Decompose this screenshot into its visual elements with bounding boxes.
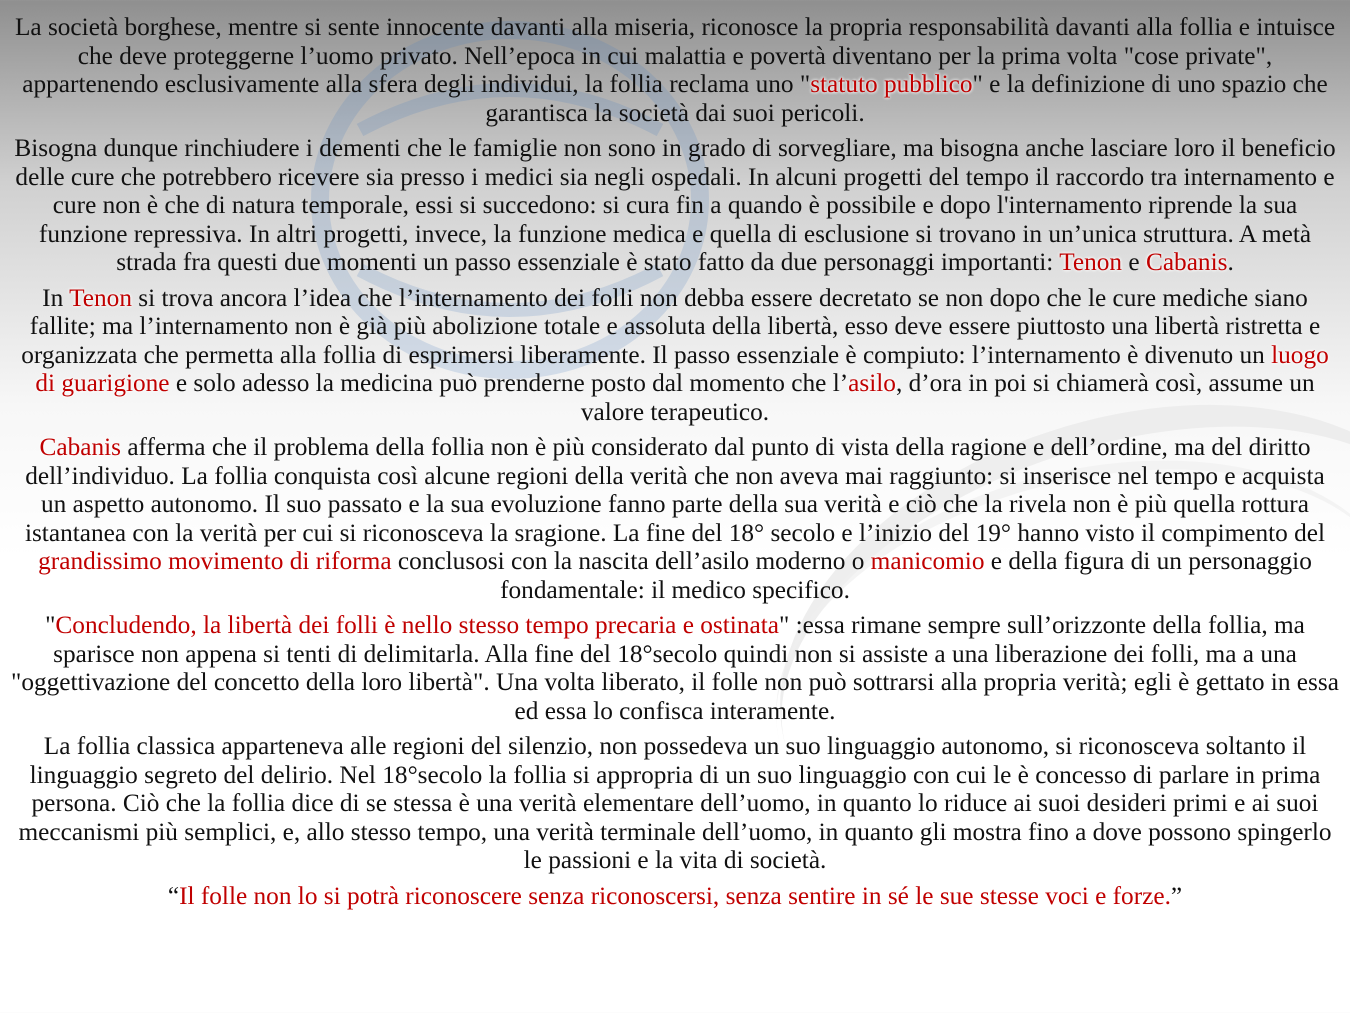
text: “ bbox=[167, 881, 180, 910]
highlight-term: Tenon bbox=[69, 283, 132, 312]
text: . bbox=[1227, 248, 1234, 276]
text: " :essa rimane sempre sull’orizzonte della follia, ma sparisce non appena si tenti di delimitarla. Alla fine del 18°secolo quindi non si assiste a una liberazione dei folli, ma a una "oggettivazione del concetto della loro libertà". Una volta liberato, il folle non può sottrarsi alla propria verità; egli è gettato in essa ed essa lo confisca interamente. bbox=[11, 611, 1339, 725]
text: In bbox=[42, 283, 70, 312]
text: e bbox=[1122, 248, 1146, 276]
text: e della figura di un personaggio fondamentale: il medico specifico. bbox=[500, 547, 1312, 604]
slide-body bbox=[10, 13, 1340, 917]
text: afferma che il problema della follia non è più considerato dal punto di vista della ragione e dell’ordine, ma del diritto dell’individuo. La follia conquista così alcune regioni della verità che non aveva mai raggiunto: si inserisce nel tempo e acquista un aspetto autonomo. Il suo passato e la sua evoluzione fanno parte della sua verità e ciò che la rivela non è più quella rottura istantanea con la verità per cui si riconosceva la sragione. La fine del 18° secolo e l’inizio del 19° hanno visto il compimento del bbox=[24, 433, 1326, 547]
highlight-quote: Concludendo, la libertà dei folli è nello stesso tempo precaria e ostinata bbox=[55, 611, 779, 639]
highlight-term: Cabanis bbox=[39, 433, 121, 461]
highlight-term: luogo di guarigione bbox=[35, 340, 1329, 397]
paragraph-6 bbox=[10, 732, 1340, 875]
highlight-term: Tenon bbox=[1059, 248, 1123, 276]
highlight-quote: Il folle non lo si potrà riconoscere senza riconoscersi, senza sentire in sé le sue stesse voci e forze. bbox=[179, 881, 1171, 910]
paragraph-4 bbox=[10, 433, 1340, 604]
text: Bisogna dunque rinchiudere i dementi che le famiglie non sono in grado di sorvegliare, ma bisogna anche lasciare loro il beneficio delle cure che potrebbero ricevere sia presso i medici sia negli ospedali. In alcuni progetti del tempo il raccordo tra internamento e cure non è che di natura temporale, essi si succedono: si cura fin a quando è possibile e dopo l'internamento riprende la sua funzione repressiva. In altri progetti, invece, la funzione medica e quella di esclusione si trovano in un’unica struttura. A metà strada fra questi due momenti un passo essenziale è stato fatto da due personaggi importanti: bbox=[14, 134, 1336, 276]
text: si trova ancora l’idea che l’internamento dei folli non debba essere decretato se non dopo che le cure mediche siano fallite; ma l’internamento non è già più abolizione totale e assoluta della libertà, esso deve essere piuttosto una libertà ristretta e organizzata che permetta alla follia di esprimersi liberamente. Il passo essenziale è compiuto: l’internamento è divenuto un bbox=[21, 283, 1321, 369]
text: La società borghese, mentre si sente innocente davanti alla miseria, riconosce la propria responsabilità davanti alla follia e intuisce che deve proteggerne l’uomo privato. Nell’epoca in cui malattia e povertà diventano per la prima volta "cose private", appartenendo esclusivamente alla sfera degli individui, la follia reclama uno " bbox=[14, 13, 1336, 98]
text: , d’ora in poi si chiamerà così, assume un valore terapeutico. bbox=[580, 369, 1315, 426]
paragraph-2 bbox=[10, 134, 1340, 277]
highlight-term: Cabanis bbox=[1145, 248, 1228, 276]
text: La follia classica apparteneva alle regioni del silenzio, non possedeva un suo linguaggio autonomo, si riconosceva soltanto il linguaggio segreto del delirio. Nel 18°secolo la follia si appropria di un suo linguaggio con cui le è concesso di parlare in prima persona. Ciò che la follia dice di se stessa è una verità elementare dell’uomo, in quanto lo riduce ai suoi desideri primi e ai suoi meccanismi più semplici, e, allo stesso tempo, una verità terminale dell’uomo, in quanto gli mostra fino a dove possono spingerlo le passioni e la vita di società. bbox=[18, 732, 1332, 874]
text: " bbox=[45, 611, 56, 639]
highlight-term: grandissimo movimento di riforma bbox=[38, 547, 392, 575]
highlight-term: manicomio bbox=[870, 547, 985, 575]
highlight-term: statuto pubblico bbox=[810, 70, 973, 98]
text: e solo adesso la medicina può prenderne posto dal momento che l’ bbox=[169, 369, 849, 397]
paragraph-3 bbox=[10, 284, 1340, 427]
paragraph-1 bbox=[10, 13, 1340, 127]
closing-quote bbox=[10, 882, 1340, 911]
text: ” bbox=[1170, 881, 1183, 910]
text: conclusosi con la nascita dell’asilo moderno o bbox=[391, 547, 871, 575]
highlight-term: asilo bbox=[848, 369, 896, 397]
text: " e la definizione di uno spazio che garantisca la società dai suoi pericoli. bbox=[485, 70, 1328, 127]
paragraph-5 bbox=[10, 611, 1340, 725]
